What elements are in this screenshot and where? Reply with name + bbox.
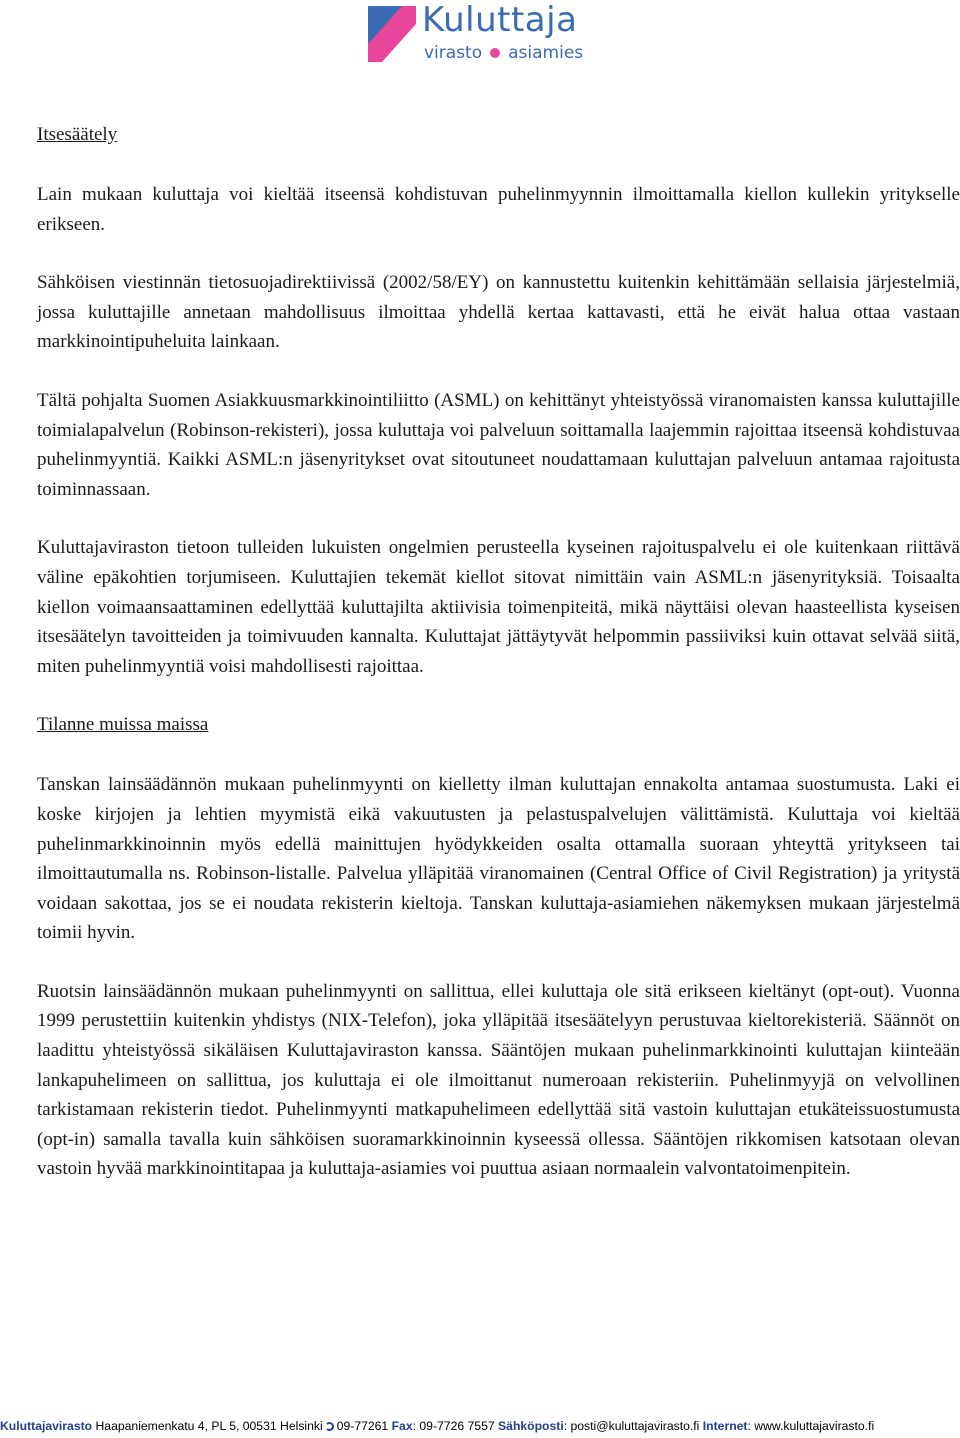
- logo-sub-right: asiamies: [508, 43, 584, 63]
- logo-mark-icon: [368, 6, 416, 62]
- footer-fax-label: Fax: [391, 1419, 413, 1433]
- page-footer: Kuluttajavirasto Haapaniemenkatu 4, PL 5, 00531 Helsinki 09-77261 Fax: 09-7726 7557 Sähköposti: posti@kuluttajavirasto.fi Internet: www.kuluttajavirasto.fi: [0, 1419, 875, 1433]
- kuluttaja-logo: [368, 0, 590, 70]
- logo-subtitle: [424, 43, 583, 63]
- paragraph: Tältä pohjalta Suomen Asiakkuusmarkkinointiliitto (ASML) on kehittänyt yhteistyössä viranomaisten kanssa kuluttajille toimialapalvelun (Robinson-rekisteri), jossa kuluttaja voi palveluun soittamalla laajemmin rajoittaa itseensä kohdistuvaa puhelinmyyntiä. Kaikki ASML:n jäsenyritykset ovat sitoutuneet noudattamaan kuluttajan palveluun antamaa rajoitusta toiminnassaan.: [37, 389, 960, 500]
- section-heading-tilanne-muissa-maissa: Tilanne muissa maissa: [37, 714, 209, 736]
- paragraph: Kuluttajaviraston tietoon tulleiden lukuisten ongelmien perusteella kyseinen rajoituspalvelu ei ole kuitenkaan riittävä väline epäkohtien torjumiseen. Kuluttajien tekemät kiellot sitovat nimittäin vain ASML:n jäsenyrityksiä. Toisaalta kiellon voimaansaattaminen edellyttää kuluttajilta aktiivisia toimenpiteitä, mikä näyttäisi olevan haasteellista kyseisen itsesäätelyn tavoitteiden ja toimivuuden kannalta. Kuluttajat jättäytyvät helpommin passiiviksi kuin ottavat selvää siitä, miten puhelinmyyntiä voisi mahdollisesti rajoittaa.: [37, 537, 960, 677]
- logo-sub-left: virasto: [424, 43, 483, 63]
- footer-email[interactable]: posti@kuluttajavirasto.fi: [570, 1419, 700, 1433]
- paragraph: Lain mukaan kuluttaja voi kieltää itseensä kohdistuvan puhelinmyynnin ilmoittamalla kiellon kullekin yritykselle erikseen.: [37, 184, 960, 235]
- footer-address: Haapaniemenkatu 4, PL 5, 00531 Helsinki: [95, 1419, 323, 1433]
- paragraph: Ruotsin lainsäädännön mukaan puhelinmyynti on sallittua, ellei kuluttaja ole sitä erikseen kieltänyt (opt-out). Vuonna 1999 perustettiin kuitenkin yhdistys (NIX-Telefon), joka ylläpitää itsesäätelyyn perustuvaa kieltorekisteriä. Säännöt on laadittu yhteistyössä sikäläisen Kuluttajaviraston kanssa. Sääntöjen mukaan puhelinmarkkinointi kuluttajan kiinteään lankapuhelimeen on sallittua, jos kuluttaja ei ole ilmoittanut numeroaan rekisteriin. Puhelinmyyjä on velvollinen tarkistamaan rekisterin tiedot. Puhelinmyynti matkapuhelimeen edellyttää sitä vastoin kuluttajan etukäteissuostumusta (opt-in) samalla tavalla kuin sähköisen suoramarkkinoinnin kyseessä ollessa. Sääntöjen rikkomisen katsotaan olevan vastoin hyvää markkinointitapaa ja kuluttaja-asiamies voi puuttua asiaan normaalein valvontatoimenpitein.: [37, 980, 960, 1180]
- footer-web-label: Internet: [702, 1419, 748, 1433]
- logo-title: Kuluttaja: [422, 0, 578, 40]
- footer-phone: 09-77261: [336, 1419, 389, 1433]
- logo-dot-icon: [490, 48, 500, 58]
- paragraph: Sähköisen viestinnän tietosuojadirektiivissä (2002/58/EY) on kannustettu kuitenkin kehittämään sellaisia järjestelmiä, jossa kuluttajille annetaan mahdollisuus ilmoittaa yhdellä kertaa kattavasti, että he eivät halua ottaa vastaan markkinointipuheluita lainkaan.: [37, 272, 960, 353]
- phone-icon: [325, 1422, 334, 1431]
- footer-web[interactable]: www.kuluttajavirasto.fi: [754, 1419, 875, 1433]
- section-heading-itsesaately: Itsesäätely: [37, 124, 118, 145]
- footer-fax: 09-7726 7557: [419, 1419, 495, 1433]
- document-body: [37, 120, 960, 1213]
- footer-email-label: Sähköposti: [498, 1419, 564, 1433]
- footer-org: Kuluttajavirasto: [0, 1419, 93, 1433]
- paragraph: Tanskan lainsäädännön mukaan puhelinmyynti on kielletty ilman kuluttajan ennakolta antamaa suostumusta. Laki ei koske kirjojen ja lehtien myymistä eikä vakuutusten ja pelastuspalvelujen välittämistä. Kuluttaja voi kieltää puhelinmarkkinoinnin myös edellä mainittujen hyödykkeiden osalta ottamalla suoraan yhteyttä yritykseen tai ilmoittautumalla ns. Robinson-listalle. Palvelua ylläpitää viranomainen (Central Office of Civil Registration) ja yritystä voidaan sakottaa, jos se ei noudata rekisterin kieltoja. Tanskan kuluttaja-asiamiehen näkemyksen mukaan järjestelmä toimii hyvin.: [37, 774, 960, 944]
